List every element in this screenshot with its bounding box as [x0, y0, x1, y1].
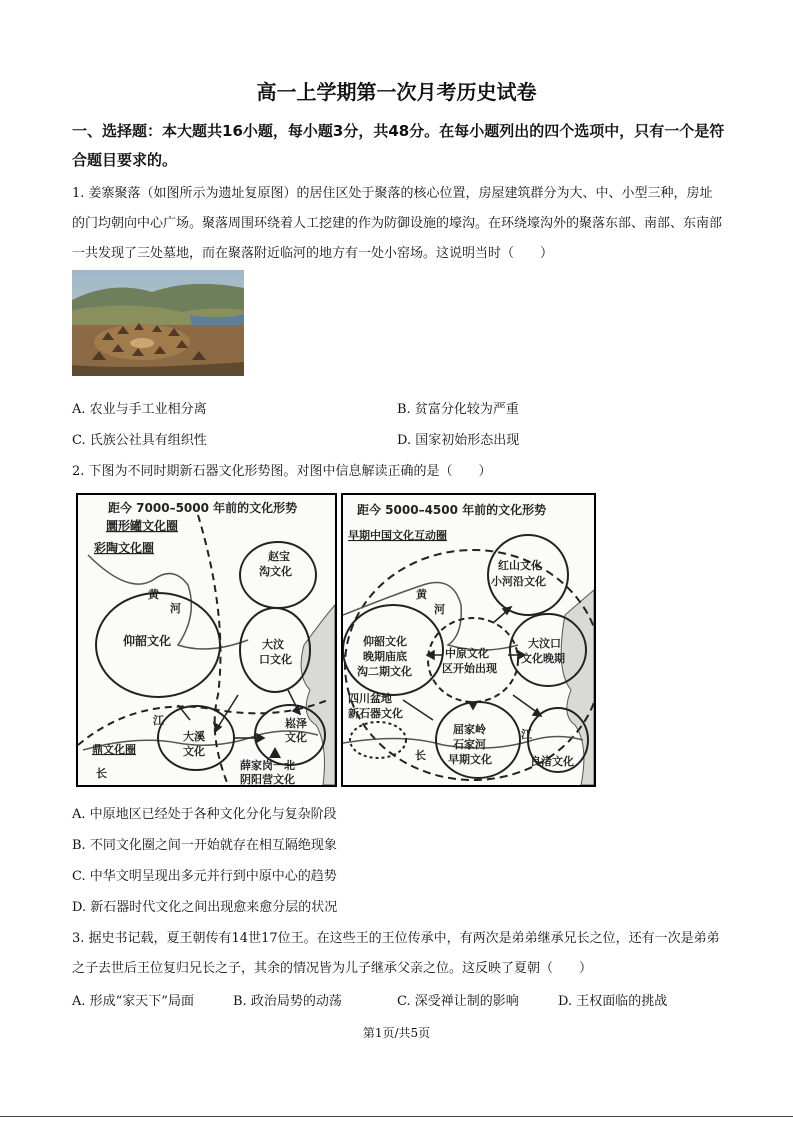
map-5000-4500: [341, 493, 596, 787]
q3-option-d: D. 王权面临的挑战: [558, 994, 668, 1009]
map1-label-yangshao: 仰韶文化: [123, 634, 172, 648]
jiangzhai-reconstruction-image: [72, 270, 244, 376]
map-5000-4500-drawing: [343, 495, 594, 785]
q3-stem: 3. 据史书记载，夏王朝传有14世17位王。在这些王的王位传承中，有两次是弟弟继承兄长之位，还有一次是弟弟之子去世后王位复归兄长之子，其余的情况皆为儿子继承父亲之位。这反映了夏朝（ ）: [72, 931, 720, 976]
page-footer: 第1页/共5页: [362, 1026, 431, 1040]
map1-heading: 距今 7000–5000 年前的文化形势: [108, 501, 298, 515]
map1-label-yellow-2: 河: [170, 602, 181, 615]
map1-label-zhaobaogou-1: 赵宝: [268, 550, 290, 563]
map1-label-songze-2: 文化: [285, 731, 307, 744]
section-header: 一、选择题：本大题共16小题，每小题3分，共48分。在每小题列出的四个选项中，只有一个是符合题目要求的。: [72, 122, 725, 169]
map-7000-5000: [76, 493, 337, 787]
map2-label-yangshao-3: 沟二期文化: [357, 665, 412, 678]
map1-label-xuejiagang-1: 薛家岗一北: [240, 759, 295, 772]
map2-label-central-2: 区开始出现: [442, 662, 497, 675]
map1-label-dawenkou-2: 口文化: [259, 653, 292, 666]
q1-option-c: C. 氏族公社具有组织性: [72, 433, 207, 448]
map2-label-hongshan-2: 小河沿文化: [491, 575, 546, 588]
map2-label-yellow-2: 河: [434, 603, 445, 616]
map1-label-circle-pot: 圜形罐文化圈: [106, 519, 179, 533]
map1-label-songze-1: 崧泽: [285, 717, 307, 730]
map1-label-zhaobaogou-2: 沟文化: [259, 565, 292, 578]
map-7000-5000-drawing: [78, 495, 335, 785]
map1-label-xuejiagang-2: 阴阳营文化: [240, 773, 295, 785]
map2-label-yangshao-1: 仰韶文化: [363, 635, 407, 648]
map2-label-liangzhu: 良渚文化: [530, 755, 574, 768]
map2-label-sichuan-2: 新石器文化: [348, 707, 403, 720]
map1-label-painted-pottery: 彩陶文化圈: [94, 541, 155, 555]
q2-option-d: D. 新石器时代文化之间出现愈来愈分层的状况: [72, 900, 338, 915]
map2-label-qujialing-1: 屈家岭: [453, 723, 486, 736]
q3-option-a: A. 形成“家天下”局面: [72, 994, 194, 1009]
q3-option-b: B. 政治局势的动荡: [233, 994, 342, 1009]
q1-option-a: A. 农业与手工业相分离: [72, 402, 207, 417]
map1-label-daxi-2: 文化: [183, 745, 205, 758]
map2-label-dawenkou-2: 文化晚期: [521, 652, 565, 665]
q2-option-c: C. 中华文明呈现出多元并行到中原中心的趋势: [72, 869, 337, 884]
q3-option-c: C. 深受禅让制的影响: [397, 994, 519, 1009]
map2-label-central-1: 中原文化: [445, 647, 489, 660]
q1-option-b: B. 贫富分化较为严重: [397, 402, 519, 417]
exam-title: 高一上学期第一次月考历史试卷: [256, 80, 537, 104]
map2-label-early-china: 早期中国文化互动圈: [348, 529, 447, 542]
q1-stem: 1. 姜寨聚落（如图所示为遗址复原图）的居住区处于聚落的核心位置，房屋建筑群分为大、中、小型三种，房址的门均朝向中心广场。聚落周围环绕着人工挖建的作为防御设施的壕沟。在环绕壕沟外的聚落东部、南部、东南部一共发现了三处墓地，而在聚落附近临河的地方有一处小窑场。这说明当时（ ）: [72, 186, 723, 261]
map2-label-yellow-1: 黄: [416, 588, 427, 601]
map2-label-qujialing-3: 早期文化: [448, 753, 492, 766]
q1-option-d: D. 国家初始形态出现: [397, 433, 520, 448]
map2-heading: 距今 5000–4500 年前的文化形势: [357, 503, 547, 517]
map1-label-ding: 鼎文化圈: [92, 743, 136, 756]
map1-label-yellow-1: 黄: [148, 588, 159, 601]
q2-option-a: A. 中原地区已经处于各种文化分化与复杂阶段: [72, 807, 337, 822]
map1-label-jiang: 江: [153, 714, 164, 727]
q2-option-b: B. 不同文化圈之间一开始就存在相互隔绝现象: [72, 838, 337, 853]
map2-label-yangshao-2: 晚期庙底: [363, 650, 407, 663]
q2-stem: 2. 下图为不同时期新石器文化形势图。对图中信息解读正确的是（ ）: [72, 464, 492, 479]
map2-label-hongshan-1: 红山文化: [498, 559, 542, 572]
map1-label-daxi-1: 大溪: [183, 730, 205, 743]
q1-settlement-image: [72, 270, 244, 376]
map2-label-qujialing-2: 石家河: [453, 738, 486, 751]
map1-label-dawenkou-1: 大汶: [262, 638, 284, 651]
map2-label-jiang: 江: [521, 728, 532, 741]
map2-label-dawenkou-1: 大汶口: [528, 637, 561, 650]
bottom-divider: [0, 1116, 793, 1117]
map2-label-chang: 长: [415, 749, 426, 762]
map1-label-chang: 长: [96, 767, 107, 780]
map2-label-sichuan-1: 四川盆地: [348, 692, 392, 705]
